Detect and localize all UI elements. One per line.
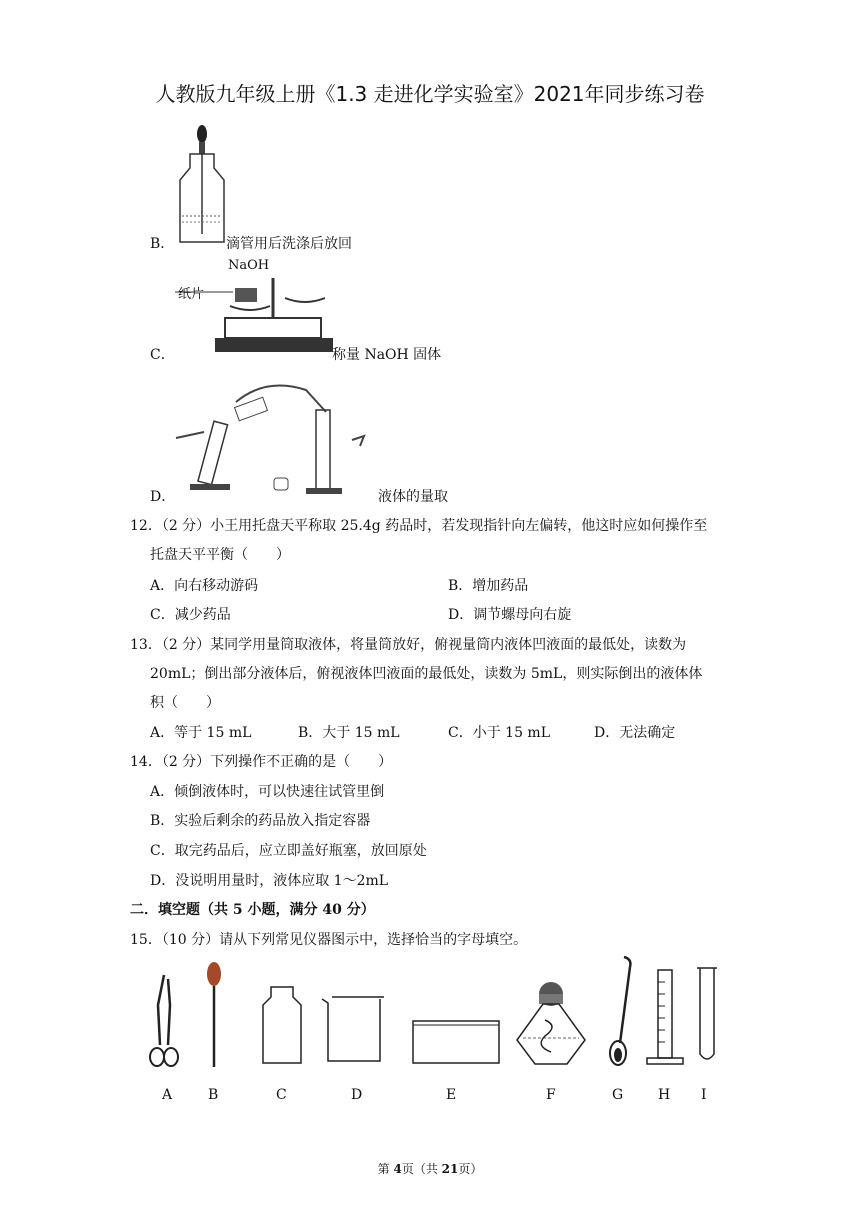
crucible-tongs-image <box>148 975 180 1070</box>
footer-total-pages: 21 <box>441 1162 459 1176</box>
graduated-cylinder-image <box>645 968 685 1066</box>
q13-stem-line3: 积（ ） <box>150 695 220 711</box>
q11-option-b-letter: B． <box>150 236 175 252</box>
apparatus-label-h: H <box>658 1087 671 1103</box>
footer-suffix: 页） <box>458 1162 483 1176</box>
alcohol-lamp-image <box>515 980 587 1066</box>
q14-option-b: B．实验后剩余的药品放入指定容器 <box>150 813 371 829</box>
q12-option-b: B．增加药品 <box>448 578 529 594</box>
page-footer <box>0 1160 860 1177</box>
combustion-spoon-image <box>604 955 634 1069</box>
q11-option-c-text: 称量 NaOH 固体 <box>332 347 442 363</box>
q14-option-c: C．取完药品后，应立即盖好瓶塞，放回原处 <box>150 843 427 859</box>
trough-image <box>411 1019 501 1065</box>
wide-mouth-bottle-image <box>261 987 303 1065</box>
q12-stem-line2: 托盘天平平衡（ ） <box>150 547 290 563</box>
q13-option-c: C．小于 15 mL <box>448 725 550 741</box>
page-title: 人教版九年级上册《1.3 走进化学实验室》2021年同步练习卷 <box>155 82 705 106</box>
paper-image-label: 纸片 <box>178 287 205 302</box>
q12-option-c: C．减少药品 <box>150 607 231 623</box>
footer-page-number: 4 <box>393 1162 402 1176</box>
apparatus-label-e: E <box>446 1087 457 1103</box>
q11-option-c-letter: C． <box>150 347 175 363</box>
section-heading: 二．填空题（共 5 小题，满分 40 分） <box>130 902 375 918</box>
q11-option-d-text: 液体的量取 <box>378 489 448 505</box>
footer-prefix: 第 <box>377 1162 394 1176</box>
q13-option-d: D．无法确定 <box>594 725 676 741</box>
test-tube-image <box>695 966 719 1066</box>
q13-stem-line1: 13．（2 分）某同学用量筒取液体，将量筒放好，俯视量筒内液体凹液面的最低处，读数为 <box>130 637 687 653</box>
apparatus-label-b: B <box>208 1087 219 1103</box>
apparatus-label-i: I <box>701 1087 707 1103</box>
q15-stem: 15．（10 分）请从下列常见仪器图示中，选择恰当的字母填空。 <box>130 932 528 948</box>
footer-middle: 页（共 <box>401 1162 442 1176</box>
q12-option-a: A．向右移动游码 <box>150 578 259 594</box>
dropper-bottle-image <box>172 122 228 247</box>
q11-option-d-letter: D． <box>150 489 176 505</box>
apparatus-label-f: F <box>546 1087 556 1103</box>
beaker-image <box>320 995 386 1065</box>
q13-stem-line2: 20mL；倒出部分液体后，俯视液体凹液面的最低处，读数为 5mL，则实际倒出的液体体 <box>150 666 703 682</box>
q14-option-d: D．没说明用量时，液体应取 1～2mL <box>150 873 389 889</box>
apparatus-label-g: G <box>612 1087 624 1103</box>
naoh-image-label: NaOH <box>228 258 270 273</box>
apparatus-label-a: A <box>162 1087 173 1103</box>
q11-option-b-text: 滴管用后洗涤后放回 <box>226 236 352 252</box>
q12-option-d: D．调节螺母向右旋 <box>448 607 572 623</box>
q13-option-b: B．大于 15 mL <box>298 725 400 741</box>
apparatus-label-c: C <box>276 1087 287 1103</box>
liquid-measuring-image <box>176 372 376 496</box>
q14-option-a: A．倾倒液体时，可以快速往试管里倒 <box>150 784 385 800</box>
q12-stem-line1: 12．（2 分）小王用托盘天平称取 25.4g 药品时，若发现指针向左偏转，他这时应如何操作至 <box>130 518 708 534</box>
q13-option-a: A．等于 15 mL <box>150 725 252 741</box>
q14-stem: 14．（2 分）下列操作不正确的是（ ） <box>130 754 393 770</box>
apparatus-label-d: D <box>351 1087 363 1103</box>
dropper-image <box>204 962 224 1070</box>
